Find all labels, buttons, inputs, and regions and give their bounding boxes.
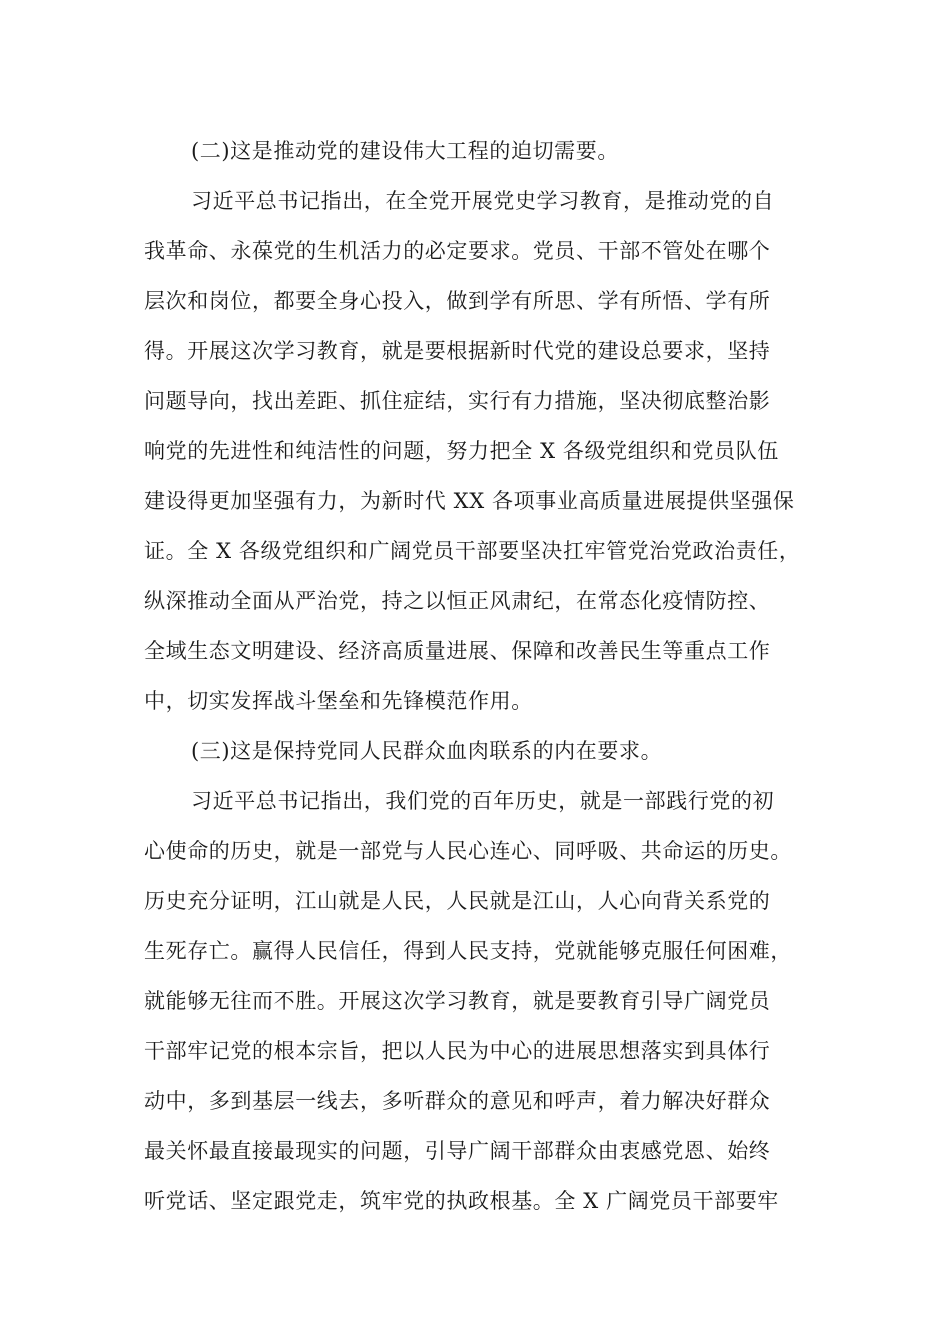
section-heading-two: (二)这是推动党的建设伟大工程的迫切需要。 — [191, 139, 619, 163]
paragraph-line: 我革命、永葆党的生机活力的必定要求。党员、干部不管处在哪个 — [144, 239, 771, 263]
paragraph-line: 最关怀最直接最现实的问题，引导广阔干部群众由衷感党恩、始终 — [144, 1139, 771, 1163]
paragraph-line: 层次和岗位，都要全身心投入，做到学有所思、学有所悟、学有所 — [144, 289, 771, 313]
paragraph-line: 历史充分证明，江山就是人民，人民就是江山，人心向背关系党的 — [144, 889, 771, 913]
paragraph-line: 就能够无往而不胜。开展这次学习教育，就是要教育引导广阔党员 — [144, 989, 771, 1013]
paragraph-line: 全域生态文明建设、经济高质量进展、保障和改善民生等重点工作 — [144, 639, 771, 663]
paragraph-line: 得。开展这次学习教育，就是要根据新时代党的建设总要求，坚持 — [144, 339, 771, 363]
paragraph-line: 听党话、坚定跟党走，筑牢党的执政根基。全 X 广阔党员干部要牢 — [144, 1189, 779, 1213]
paragraph-line: 生死存亡。赢得人民信任，得到人民支持，党就能够克服任何困难， — [144, 939, 792, 963]
paragraph-line: 心使命的历史，就是一部党与人民心连心、同呼吸、共命运的历史。 — [144, 839, 792, 863]
paragraph-line: 建设得更加坚强有力，为新时代 XX 各项事业高质量进展提供坚强保 — [144, 489, 795, 513]
paragraph-line: 动中，多到基层一线去，多听群众的意见和呼声，着力解决好群众 — [144, 1089, 771, 1113]
paragraph-line: 中，切实发挥战斗堡垒和先锋模范作用。 — [144, 689, 533, 713]
paragraph-line: 干部牢记党的根本宗旨，把以人民为中心的进展思想落实到具体行 — [144, 1039, 771, 1063]
paragraph-line: 习近平总书记指出，我们党的百年历史，就是一部践行党的初 — [191, 789, 775, 813]
paragraph-line: 习近平总书记指出，在全党开展党史学习教育，是推动党的自 — [191, 189, 775, 213]
paragraph-line: 纵深推动全面从严治党，持之以恒正风肃纪，在常态化疫情防控、 — [144, 589, 771, 613]
paragraph-line: 证。全 X 各级党组织和广阔党员干部要坚决扛牢管党治党政治责任， — [144, 539, 801, 563]
paragraph-line: 响党的先进性和纯洁性的问题，努力把全 X 各级党组织和党员队伍 — [144, 439, 779, 463]
paragraph-line: 问题导向，找出差距、抓住症结，实行有力措施，坚决彻底整治影 — [144, 389, 771, 413]
section-heading-three: (三)这是保持党同人民群众血肉联系的内在要求。 — [191, 739, 663, 763]
